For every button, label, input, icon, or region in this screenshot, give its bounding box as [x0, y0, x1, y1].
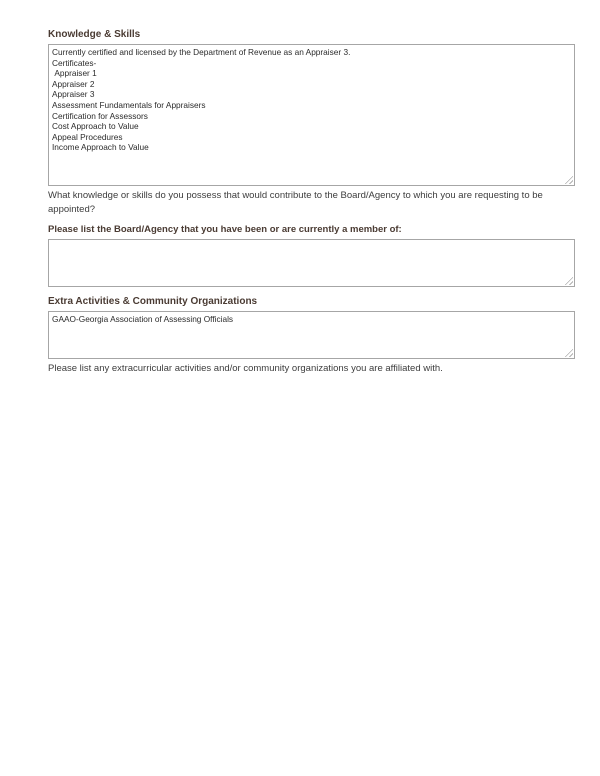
board-agency-textarea[interactable] [48, 239, 575, 287]
board-agency-textarea-wrap [48, 239, 575, 287]
board-agency-label: Please list the Board/Agency that you have been or are currently a member of: [48, 224, 402, 235]
extra-activities-textarea-wrap [48, 311, 575, 359]
extra-activities-hint: Please list any extracurricular activities and/or community organizations you are affiliated with. [48, 363, 443, 374]
section-spacer [48, 287, 575, 296]
knowledge-skills-textarea[interactable] [48, 44, 575, 186]
knowledge-skills-section [48, 29, 575, 216]
board-agency-section [48, 224, 575, 296]
extra-activities-heading: Extra Activities & Community Organizations [48, 296, 258, 307]
knowledge-skills-question: What knowledge or skills do you possess that would contribute to the Board/Agency to which you are requesting to be appointed? [48, 190, 543, 215]
extra-activities-textarea[interactable] [48, 311, 575, 359]
knowledge-skills-textarea-wrap [48, 44, 575, 186]
extra-activities-section [48, 296, 575, 376]
knowledge-skills-heading: Knowledge & Skills [48, 29, 141, 40]
